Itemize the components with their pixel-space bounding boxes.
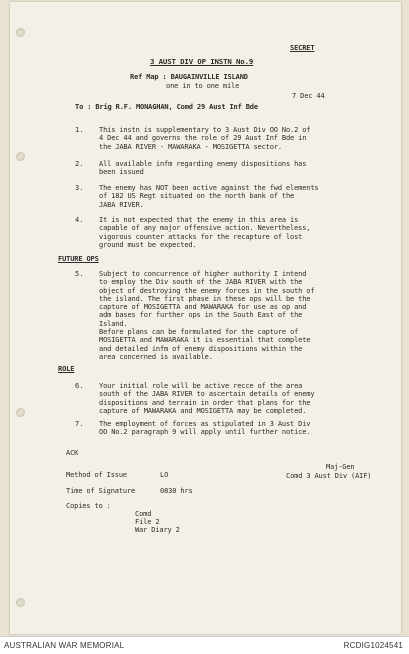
copy-recipient: File 2 [135, 518, 160, 526]
paragraph-6: Your initial role will be active recce of the area south of the JABA RIVER to ascertain details of enemy dispositions and terrain in order that plans for the capture of MAWARAKA and MOSIGETTA may be completed. [99, 382, 315, 415]
paragraph-4: It is not expected that the enemy in this area is capable of any major offensive action. Nevertheless, vigorous counter attacks for the recapture of lost ground must be expected. [99, 216, 311, 249]
time-of-signature-value: 0830 hrs [160, 487, 193, 495]
method-of-issue-value: LO [160, 471, 169, 479]
ack-label: ACK [66, 449, 79, 457]
archive-name: AUSTRALIAN WAR MEMORIAL [4, 641, 125, 650]
paragraph-number: 2. [75, 160, 84, 168]
method-of-issue-label: Method of Issue [66, 471, 127, 479]
paragraph-2: All available infm regarding enemy dispositions has been issued [99, 160, 307, 177]
copy-recipient: War Diary 2 [135, 526, 180, 534]
punch-hole [16, 598, 25, 607]
paragraph-7: The employment of forces as stipulated in 3 Aust Div OO No.2 paragraph 9 will apply until further notice. [99, 420, 311, 437]
document-title: 3 AUST DIV OP INSTN No.9 [150, 57, 254, 66]
signatory: Comd 3 Aust Div (AIF) [286, 472, 372, 480]
signatory-rank: Maj-Gen [326, 463, 355, 471]
archive-footer [0, 636, 409, 654]
archive-reference: RCDIG1024541 [343, 641, 403, 650]
time-of-signature-label: Time of Signature [66, 487, 136, 495]
paragraph-1: This instn is supplementary to 3 Aust Div OO No.2 of 4 Dec 44 and governs the role of 29 Aust Inf Bde in the JABA RIVER - MAWARAKA - MOSIGETTA sector. [99, 126, 311, 151]
map-scale: one in to one mile [166, 82, 240, 90]
addressee: To : Brig R.F. MONAGHAN, Comd 29 Aust Inf Bde [75, 103, 258, 111]
section-heading-role: ROLE [58, 365, 75, 373]
punch-hole [16, 28, 25, 37]
paragraph-number: 3. [75, 184, 84, 192]
paragraph-number: 5. [75, 270, 84, 278]
section-heading-future-ops: FUTURE OPS [58, 255, 99, 263]
punch-hole [16, 152, 25, 161]
copy-recipient: Comd [135, 510, 152, 518]
document-date: 7 Dec 44 [292, 92, 325, 100]
copies-to-label: Copies to : [66, 502, 111, 510]
ref-map: Ref Map : BAUGAINVILLE ISLAND [130, 73, 248, 81]
paragraph-number: 6. [75, 382, 84, 390]
classification-label: SECRET [290, 44, 315, 52]
paragraph-number: 4. [75, 216, 84, 224]
punch-hole [16, 408, 25, 417]
paragraph-number: 1. [75, 126, 84, 134]
paragraph-number: 7. [75, 420, 84, 428]
paragraph-3: The enemy has NOT been active against the fwd elements of 182 US Regt situated on the north bank of the JABA RIVER. [99, 184, 319, 209]
paragraph-5: Subject to concurrence of higher authority I intend to employ the Div south of the JABA RIVER with the object of destroying the enemy forces in the south of the island. The first phase in these ops will be the capture of MOSIGETTA and MAWARAKA for use as op and adm bases for further ops in the South East of the Island. Before plans can be formulated for the capture of MOSIGETTA and MAWARAKA it is essential that complete and detailed infm of enemy dispositions within the area concerned is available. [99, 270, 315, 361]
